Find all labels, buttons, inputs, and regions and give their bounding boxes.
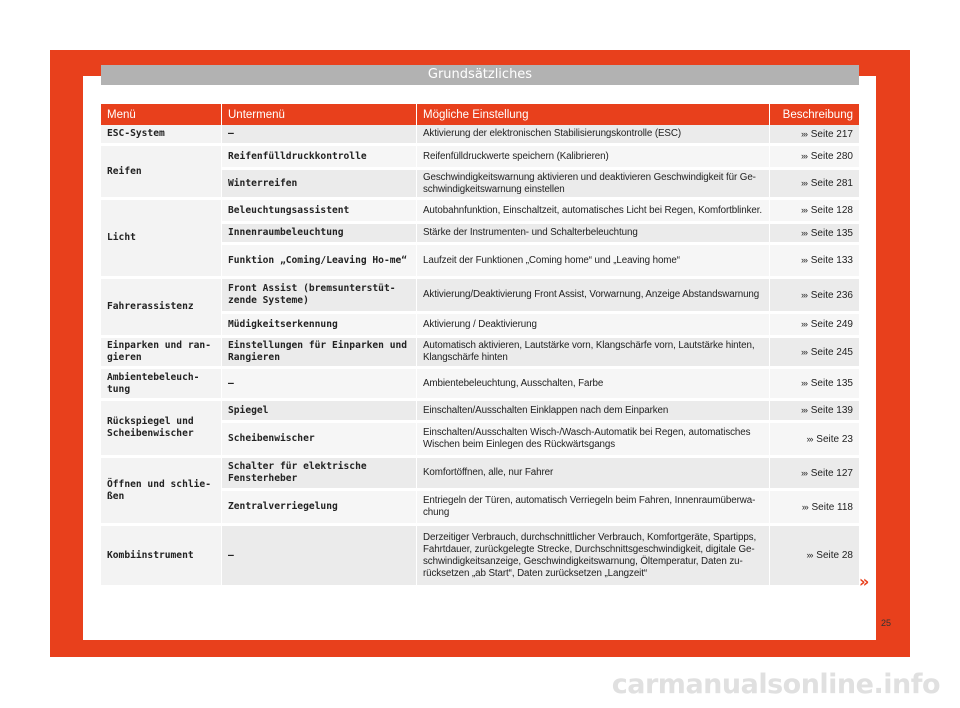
page-reference[interactable] xyxy=(770,423,859,458)
reference-arrow-icon: ››› xyxy=(800,205,807,215)
setting-cell: Automatisch aktivieren, Lautstärke vorn, Klangschärfe vorn, Lautstärke hinten, Klangschärfe hinten xyxy=(417,338,770,369)
page-reference[interactable] xyxy=(770,491,859,526)
submenu-cell: Scheibenwischer xyxy=(222,423,417,458)
reference-label: Seite 128 xyxy=(810,205,853,216)
menu-cell: Rückspiegel und Scheibenwischer xyxy=(101,401,222,458)
setting-cell: Ambientebeleuchtung, Ausschalten, Farbe xyxy=(417,369,770,401)
header-menu: Menü xyxy=(101,104,222,125)
setting-cell: Einschalten/Ausschalten Wisch-/Wasch-Automatik bei Regen, automatisches Wischen beim Einlegen des Rückwärtsgangs xyxy=(417,423,770,458)
table-header-row xyxy=(101,104,859,125)
submenu-cell: Innenraumbeleuchtung xyxy=(222,224,417,245)
setting-cell: Komfortöffnen, alle, nur Fahrer xyxy=(417,458,770,491)
reference-label: Seite 133 xyxy=(810,255,853,266)
page-reference[interactable] xyxy=(770,369,859,401)
table-row xyxy=(101,146,859,170)
setting-cell: Aktivierung/Deaktivierung Front Assist, Vorwarnung, Anzeige Abstandswarnung xyxy=(417,279,770,314)
table-row xyxy=(101,458,859,491)
page-reference[interactable] xyxy=(770,458,859,491)
setting-cell: Entriegeln der Türen, automatisch Verriegeln beim Fahren, Innenraumüberwa-chung xyxy=(417,491,770,526)
reference-arrow-icon: ››› xyxy=(800,151,807,161)
submenu-cell: – xyxy=(222,125,417,146)
submenu-cell: Winterreifen xyxy=(222,170,417,200)
submenu-cell: Müdigkeitserkennung xyxy=(222,314,417,338)
continue-marker: » xyxy=(859,572,870,591)
reference-arrow-icon: ››› xyxy=(800,128,807,139)
submenu-cell: Zentralverriegelung xyxy=(222,491,417,526)
submenu-cell: Einstellungen für Einparken und Rangieren xyxy=(222,338,417,369)
reference-arrow-icon: ››› xyxy=(806,550,813,560)
table-row xyxy=(101,369,859,401)
page-reference[interactable] xyxy=(770,526,859,588)
menu-cell: Fahrerassistenz xyxy=(101,279,222,338)
menu-cell: Reifen xyxy=(101,146,222,200)
menu-cell: Ambientebeleuch-tung xyxy=(101,369,222,401)
setting-cell: Autobahnfunktion, Einschaltzeit, automatisches Licht bei Regen, Komfortblinker. xyxy=(417,200,770,224)
table-row xyxy=(101,125,859,146)
watermark: carmanualsonline.info xyxy=(611,669,940,700)
section-title: Grundsätzliches xyxy=(101,65,859,85)
reference-arrow-icon: ››› xyxy=(800,346,807,357)
menu-cell: Öffnen und schlie-ßen xyxy=(101,458,222,526)
page-reference[interactable] xyxy=(770,224,859,245)
reference-arrow-icon: ››› xyxy=(800,255,807,265)
reference-label: Seite 249 xyxy=(810,319,853,330)
table-row xyxy=(101,279,859,314)
header-submenu: Untermenü xyxy=(222,104,417,125)
reference-arrow-icon: ››› xyxy=(800,378,807,388)
page-reference[interactable] xyxy=(770,125,859,146)
page-number: 25 xyxy=(880,618,891,628)
setting-cell: Derzeitiger Verbrauch, durchschnittlicher Verbrauch, Komfortgeräte, Spartipps, Fahrtdauer, zurückgelegte Strecke, Durchschnittsgeschwindigkeit, digitale Ge-schwindigkeitsanzeige, Geschwindigkeitswarnung, Öltemperatur, Daten zu-rücksetzen „ab Start“, Daten zurücksetzen „Langzeit“ xyxy=(417,526,770,588)
submenu-cell: – xyxy=(222,369,417,401)
reference-label: Seite 281 xyxy=(810,178,853,189)
menu-cell: ESC-System xyxy=(101,125,222,146)
submenu-cell: Spiegel xyxy=(222,401,417,423)
reference-label: Seite 118 xyxy=(811,501,853,513)
menu-cell: Licht xyxy=(101,200,222,279)
table-row xyxy=(101,526,859,588)
submenu-cell: Front Assist (bremsunterstüt-zende Systeme) xyxy=(222,279,417,314)
setting-cell: Aktivierung / Deaktivierung xyxy=(417,314,770,338)
reference-label: Seite 23 xyxy=(816,433,853,445)
reference-arrow-icon: ››› xyxy=(800,405,807,415)
reference-arrow-icon: ››› xyxy=(800,319,807,329)
setting-cell: Stärke der Instrumenten- und Schalterbeleuchtung xyxy=(417,224,770,245)
page-reference[interactable] xyxy=(770,401,859,423)
reference-label: Seite 245 xyxy=(810,346,853,358)
submenu-cell: Reifenfülldruckkontrolle xyxy=(222,146,417,170)
page-reference[interactable] xyxy=(770,245,859,279)
submenu-cell: Beleuchtungsassistent xyxy=(222,200,417,224)
reference-label: Seite 127 xyxy=(810,467,853,479)
header-setting: Mögliche Einstellung xyxy=(417,104,770,125)
settings-table xyxy=(101,104,859,588)
table-row xyxy=(101,338,859,369)
reference-arrow-icon: ››› xyxy=(801,501,808,512)
reference-arrow-icon: ››› xyxy=(800,289,807,300)
page-reference[interactable] xyxy=(770,170,859,200)
submenu-cell: Schalter für elektrische Fensterheber xyxy=(222,458,417,491)
header-description: Beschreibung xyxy=(770,104,859,125)
setting-cell: Geschwindigkeitswarnung aktivieren und deaktivieren Geschwindigkeit für Ge-schwindigkeitswarnung einstellen xyxy=(417,170,770,200)
menu-cell: Kombiinstrument xyxy=(101,526,222,588)
page-reference[interactable] xyxy=(770,279,859,314)
reference-label: Seite 280 xyxy=(810,151,853,162)
reference-label: Seite 217 xyxy=(810,128,853,140)
setting-cell: Einschalten/Ausschalten Einklappen nach dem Einparken xyxy=(417,401,770,423)
page-reference[interactable] xyxy=(770,200,859,224)
page-reference[interactable] xyxy=(770,146,859,170)
table-body xyxy=(101,125,859,588)
page-reference[interactable] xyxy=(770,314,859,338)
submenu-cell: Funktion „Coming/Leaving Ho-me“ xyxy=(222,245,417,279)
table-row xyxy=(101,200,859,224)
reference-label: Seite 236 xyxy=(810,289,853,301)
setting-cell: Laufzeit der Funktionen „Coming home“ und „Leaving home“ xyxy=(417,245,770,279)
setting-cell: Reifenfülldruckwerte speichern (Kalibrieren) xyxy=(417,146,770,170)
reference-arrow-icon: ››› xyxy=(806,433,813,444)
setting-cell: Aktivierung der elektronischen Stabilisierungskontrolle (ESC) xyxy=(417,125,770,146)
reference-label: Seite 135 xyxy=(810,227,853,239)
table-row xyxy=(101,401,859,423)
reference-label: Seite 135 xyxy=(810,378,853,389)
reference-arrow-icon: ››› xyxy=(800,178,807,188)
reference-arrow-icon: ››› xyxy=(800,467,807,478)
menu-cell: Einparken und ran-gieren xyxy=(101,338,222,369)
submenu-cell: – xyxy=(222,526,417,588)
reference-label: Seite 28 xyxy=(816,550,853,561)
reference-label: Seite 139 xyxy=(810,405,853,416)
reference-arrow-icon: ››› xyxy=(800,227,807,238)
page-reference[interactable] xyxy=(770,338,859,369)
